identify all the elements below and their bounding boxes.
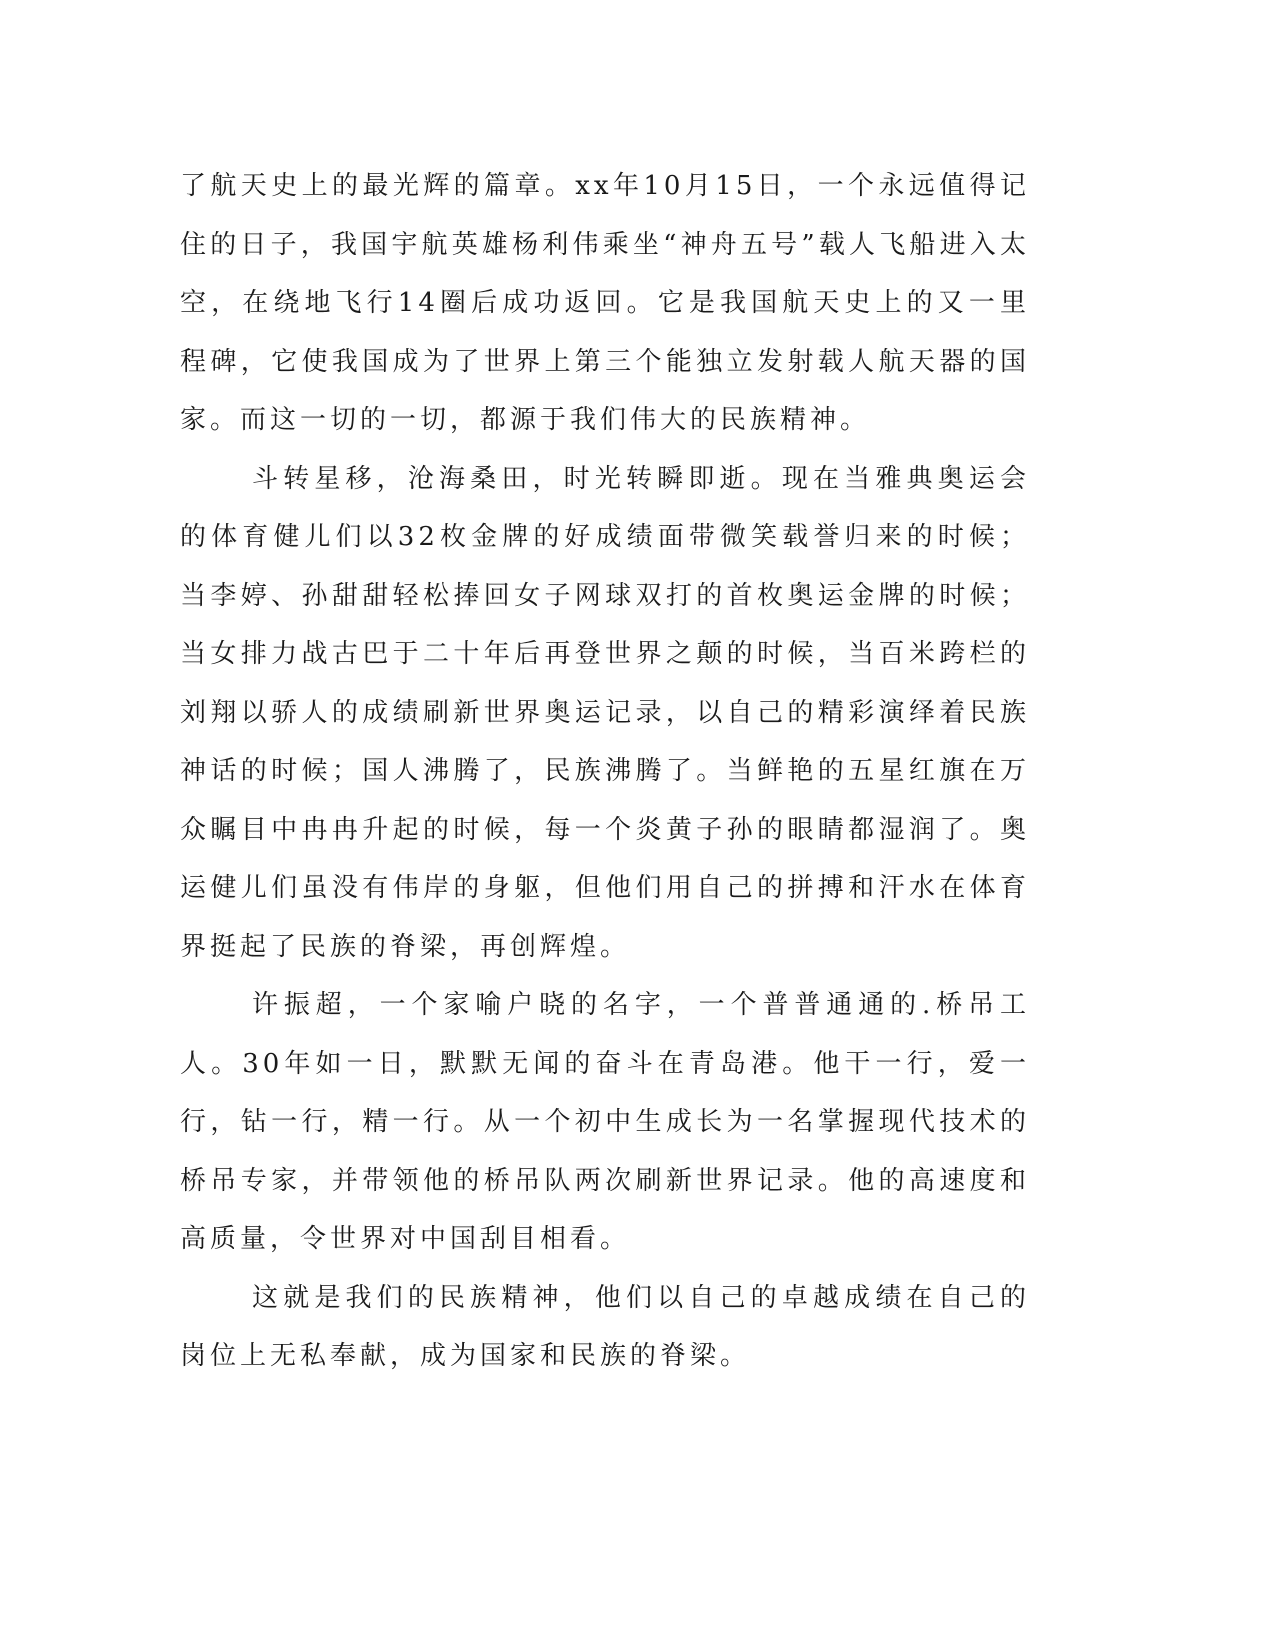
paragraph-olympics: 斗转星移，沧海桑田，时光转瞬即逝。现在当雅典奥运会的体育健儿们以32枚金牌的好成绩面带微笑载誉归来的时候；当李婷、孙甜甜轻松捧回女子网球双打的首枚奥运金牌的时候；当女排力战古巴于二十年后再登世界之颠的时候，当百米跨栏的刘翔以骄人的成绩刷新世界奥运记录，以自己的精彩演绎着民族神话的时候；国人沸腾了，民族沸腾了。当鲜艳的五星红旗在万众瞩目中冉冉升起的时候，每一个炎黄子孙的眼睛都湿润了。奥运健儿们虽没有伟岸的身躯，但他们用自己的拼搏和汗水在体育界挺起了民族的脊梁，再创辉煌。 xyxy=(180,463,1030,962)
paragraph-space-flight: 了航天史上的最光辉的篇章。xx年10月15日，一个永远值得记住的日子，我国宇航英雄杨利伟乘坐“神舟五号”载人飞船进入太空，在绕地飞行14圈后成功返回。它是我国航天史上的又一里程碑，它使我国成为了世界上第三个能独立发射载人航天器的国家。而这一切的一切，都源于我们伟大的民族精神。 xyxy=(180,171,1030,435)
paragraph-xu-zhenchao: 许振超，一个家喻户晓的名字，一个普普通通的.桥吊工人。30年如一日，默默无闻的奋斗在青岛港。他干一行，爱一行，钻一行，精一行。从一个初中生成长为一名掌握现代技术的桥吊专家，并带领他的桥吊队两次刷新世界记录。他的高速度和高质量，令世界对中国刮目相看。 xyxy=(180,990,1030,1254)
document-page xyxy=(180,157,1030,1386)
paragraph-national-spirit: 这就是我们的民族精神，他们以自己的卓越成绩在自己的岗位上无私奉献，成为国家和民族的脊梁。 xyxy=(180,1282,1030,1371)
